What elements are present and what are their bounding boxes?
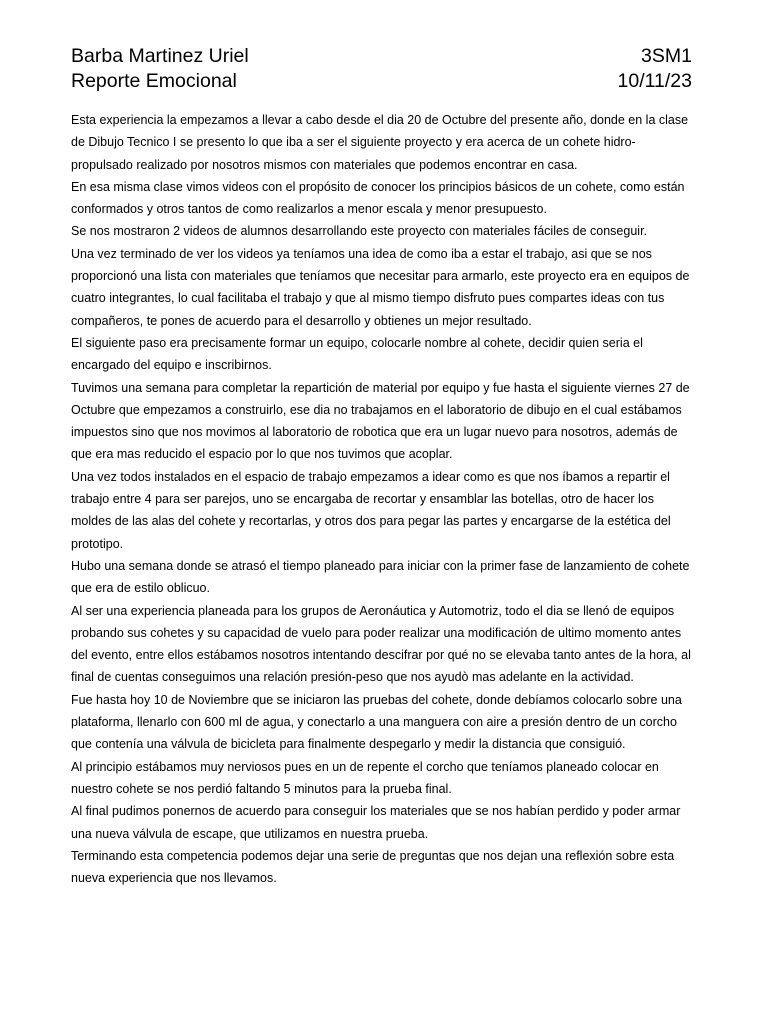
report-date: 10/11/23 [617,70,692,92]
paragraph: Fue hasta hoy 10 de Noviembre que se iniciaron las pruebas del cohete, donde debíamos colocarlo sobre una plataforma, llenarlo con 600 ml de agua, y conectarlo a una manguera con aire a presión dentro de un corcho que contenía una válvula de bicicleta para finalmente despegarlo y medir la distancia que consiguió. [71,692,682,752]
paragraph: Al ser una experiencia planeada para los grupos de Aeronáutica y Automotriz, todo el dia se llenó de equipos probando sus cohetes y su capacidad de vuelo para poder realizar una modificación de ultimo momento antes del evento, entre ellos estábamos nosotros intentando descifrar por qué no se elevaba tanto antes de la hora, al final de cuentas conseguimos una relación presión-peso que nos ayudò mas adelante en la actividad. [71,603,691,685]
report-title: Reporte Emocional [71,70,237,92]
paragraph: Al final pudimos ponernos de acuerdo para conseguir los materiales que se nos habían perdido y poder armar una nueva válvula de escape, que utilizamos en nuestra prueba. [71,804,681,841]
paragraph: Esta experiencia la empezamos a llevar a cabo desde el dia 20 de Octubre del presente año, donde en la clase de Dibujo Tecnico I se presento lo que iba a ser el siguiente proyecto y era acerca de un cohete hidro-propulsado realizado por nosotros mismos con materiales que podemos encontrar en casa. [71,113,689,172]
paragraph: Al principio estábamos muy nerviosos pues en un de repente el corcho que teníamos planeado colocar en nuestro cohete se nos perdió faltando 5 minutos para la prueba final. [71,759,659,796]
group-code: 3SM1 [641,45,692,67]
paragraph: El siguiente paso era precisamente formar un equipo, colocarle nombre al cohete, decidir quien seria el encargado del equipo e inscribirnos. [71,335,643,373]
paragraph: Terminando esta competencia podemos dejar una serie de preguntas que nos dejan una reflexión sobre esta nueva experiencia que nos llevamos. [71,848,675,886]
paragraph: En esa misma clase vimos videos con el propósito de conocer los principios básicos de un cohete, como están conformados y otros tantos de como realizarlos a menor escala y menor presupuesto. [71,179,685,217]
document-page [71,44,692,889]
author-name: Barba Martinez Uriel [71,45,249,67]
header-row-2 [71,69,692,94]
paragraph: Una vez todos instalados en el espacio de trabajo empezamos a idear como es que nos íbamos a repartir el trabajo entre 4 para ser parejos, uno se encargaba de recortar y ensamblar las botellas, otro de hacer los moldes de las alas del cohete y recortarlas, y otros dos para pegar las partes y encargarse de la estética del prototipo. [71,469,671,551]
paragraph: Tuvimos una semana para completar la repartición de material por equipo y fue hasta el siguiente viernes 27 de Octubre que empezamos a construirlo, ese dia no trabajamos en el laboratorio de dibujo en el cual estábamos impuestos sino que nos movimos al laboratorio de robotica que era un lugar nuevo para nosotros, además de que era mas reducido el espacio por lo que nos tuvimos que acoplar. [71,380,690,462]
paragraph: Hubo una semana donde se atrasó el tiempo planeado para iniciar con la primer fase de lanzamiento de cohete que era de estilo oblicuo. [71,558,690,596]
paragraph: Una vez terminado de ver los videos ya teníamos una idea de como iba a estar el trabajo, asi que se nos proporcionó una lista con materiales que teníamos que necesitar para armarlo, este proyecto era en equipos de cuatro integrantes, lo cual facilitaba el trabajo y que al mismo tiempo disfruto pues compartes ideas con tus compañeros, te pones de acuerdo para el desarrollo y obtienes un mejor resultado. [71,246,690,328]
report-body [71,109,692,889]
paragraph: Se nos mostraron 2 videos de alumnos desarrollando este proyecto con materiales fáciles de conseguir. [71,224,648,239]
header-row-1 [71,44,692,69]
